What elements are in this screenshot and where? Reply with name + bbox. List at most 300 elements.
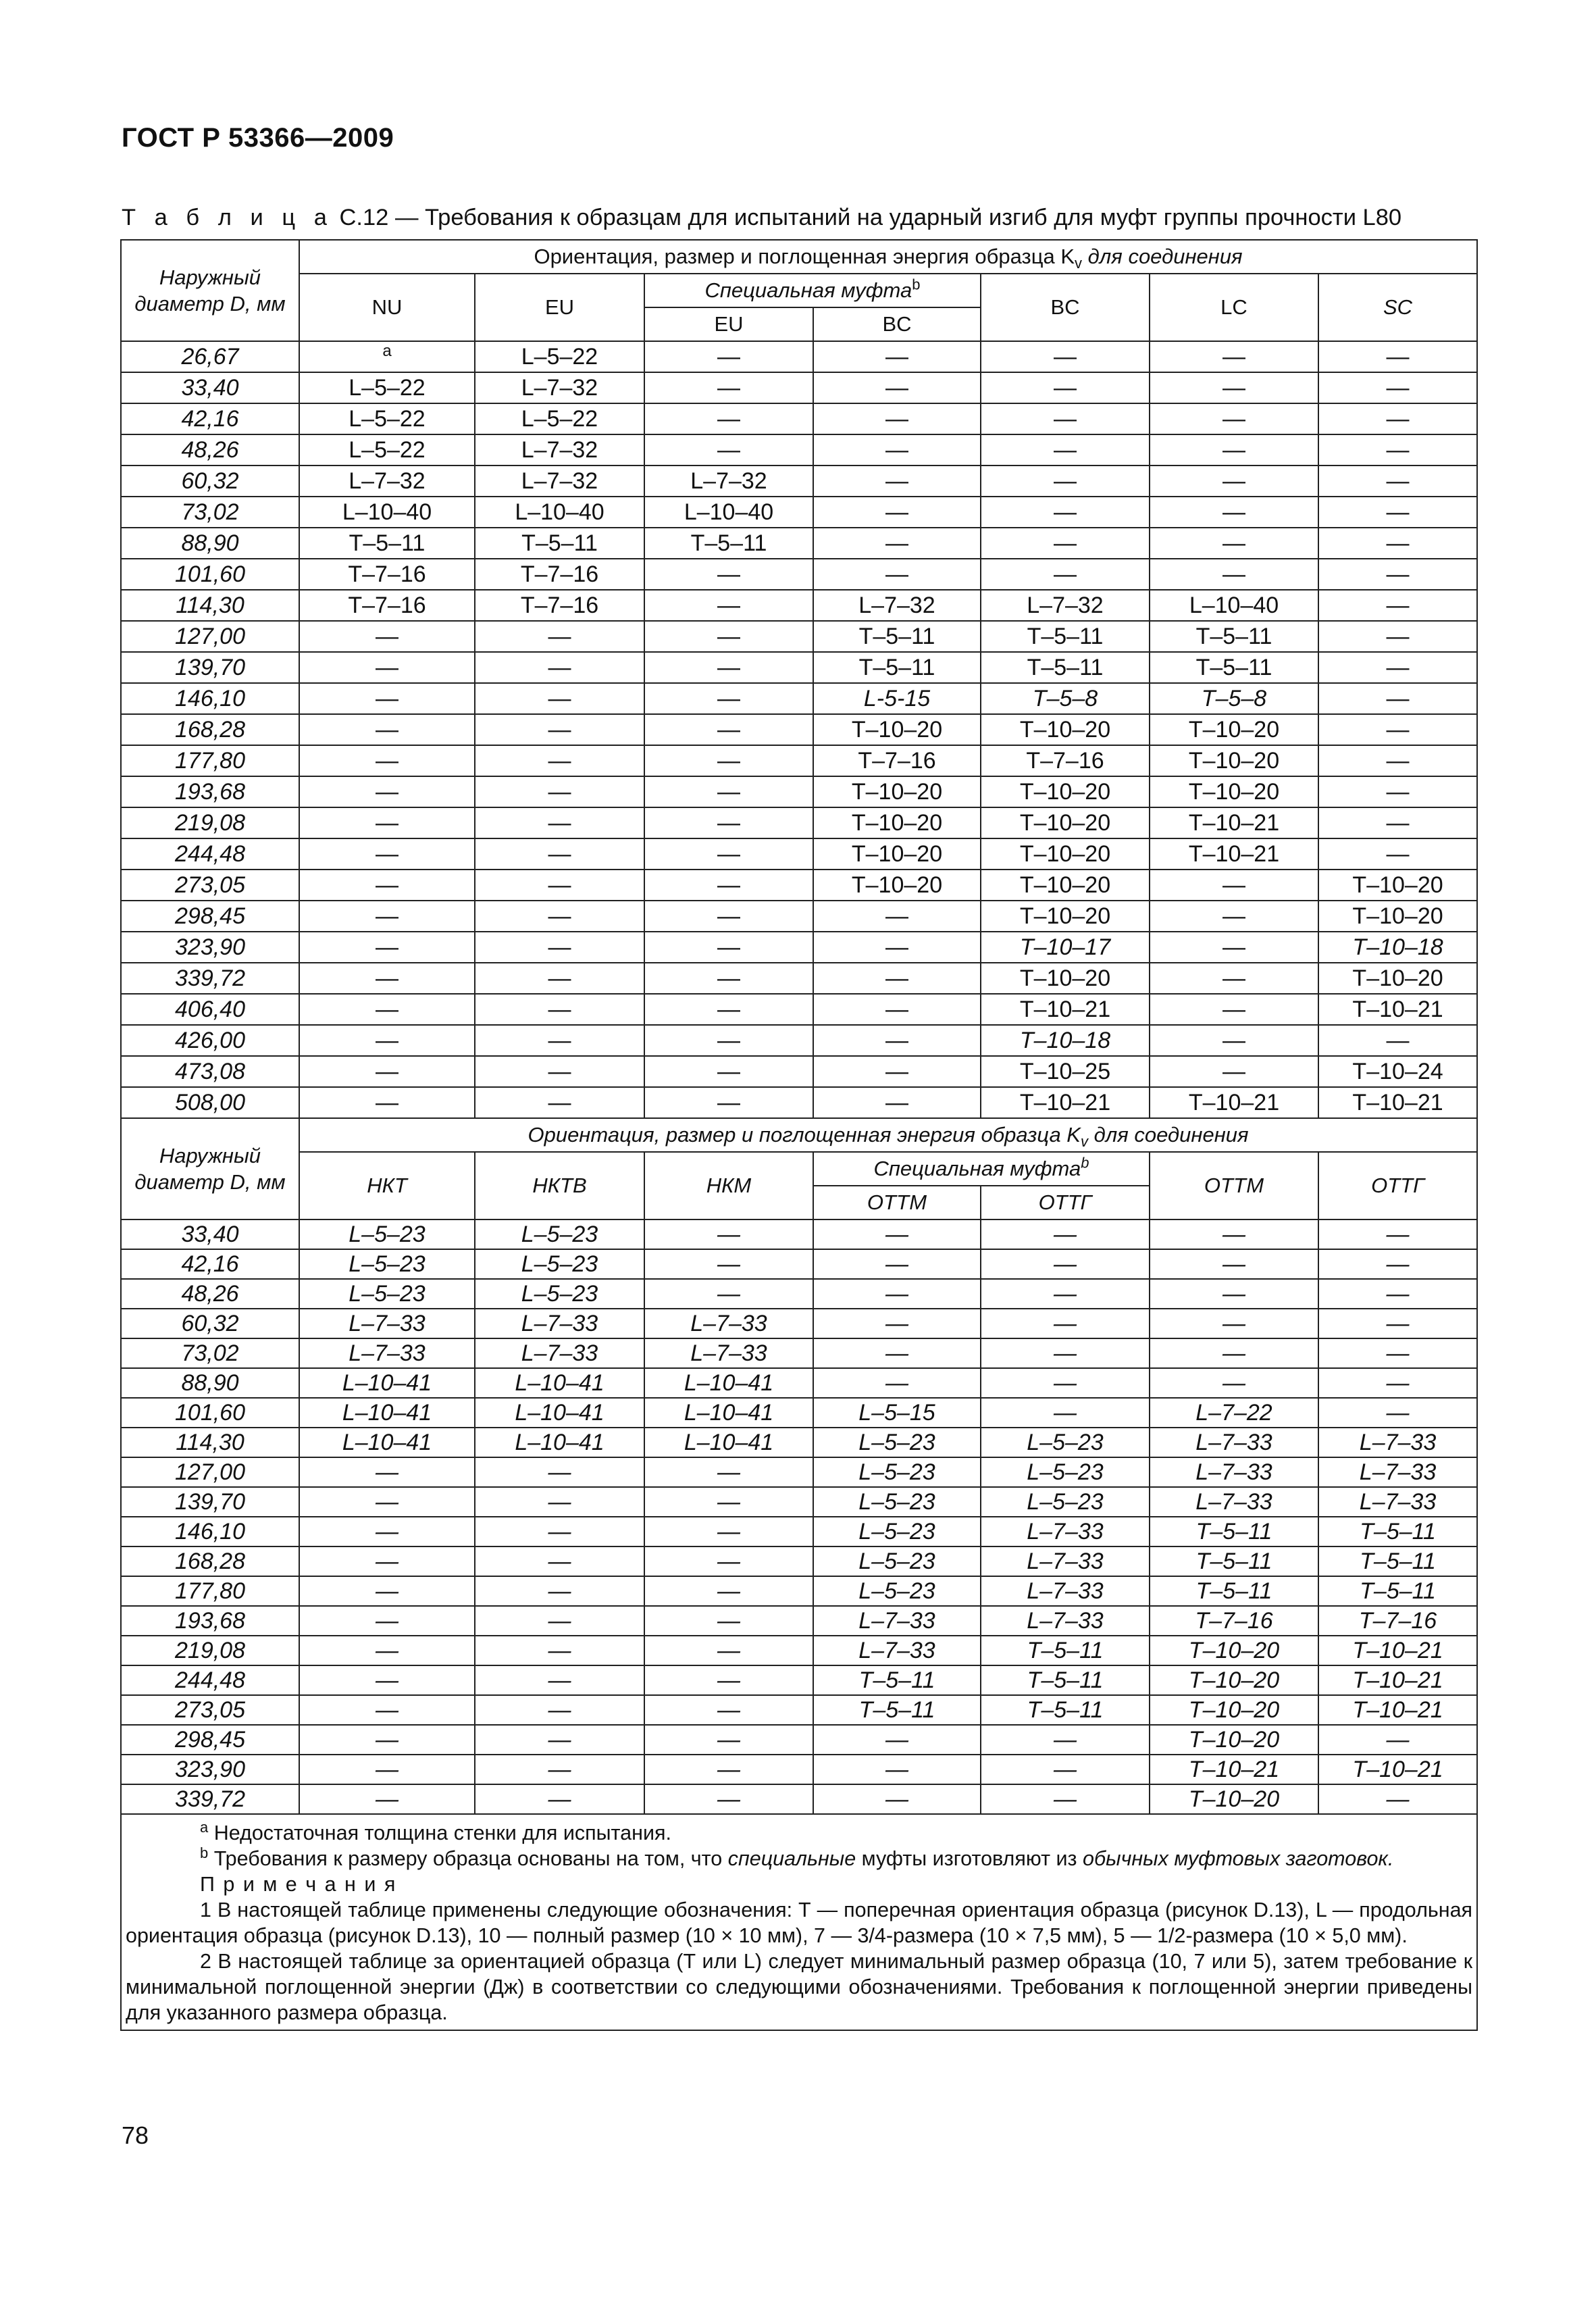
table-cell: — — [813, 1025, 981, 1056]
table-cell: — — [981, 528, 1150, 559]
table2-od-header: Наружный диаметр D, мм — [121, 1118, 299, 1219]
table-row — [121, 1368, 1477, 1398]
table-cell: — — [644, 1056, 813, 1087]
table1-header-row-2 — [121, 274, 1477, 307]
table-cell: T–7–16 — [299, 590, 475, 621]
table1-od-header: Наружный диаметр D, мм — [121, 240, 299, 341]
table-cell: — — [1150, 528, 1318, 559]
table-cell: T–10–20 — [981, 838, 1150, 870]
table-cell: T–10–21 — [981, 994, 1150, 1025]
table-cell: L–5–23 — [981, 1487, 1150, 1517]
table-cell: — — [813, 932, 981, 963]
table-cell: — — [299, 745, 475, 776]
table-cell: — — [1318, 497, 1477, 528]
outer-diameter-cell: 177,80 — [121, 745, 299, 776]
table-cell: — — [813, 434, 981, 466]
table-cell: — — [644, 621, 813, 652]
table-cell: — — [644, 1279, 813, 1309]
table-cell: — — [644, 1636, 813, 1665]
table-cell: L–10–41 — [299, 1398, 475, 1428]
table-cell: T–10–18 — [1318, 932, 1477, 963]
table-cell: — — [475, 1056, 644, 1087]
table-cell: — — [813, 1249, 981, 1279]
table-cell: — — [1318, 683, 1477, 714]
table-cell: T–10–20 — [981, 963, 1150, 994]
table-cell: T–5–11 — [1150, 1576, 1318, 1606]
table-cell: — — [1318, 776, 1477, 807]
table-cell: L–10–41 — [299, 1368, 475, 1398]
impact-test-table — [120, 239, 1478, 2031]
table-cell: — — [475, 1087, 644, 1118]
table-cell: — — [1150, 559, 1318, 590]
table-cell: — — [1150, 1279, 1318, 1309]
table-cell: L–5–23 — [299, 1219, 475, 1249]
table-cell: T–5–8 — [981, 683, 1150, 714]
table-cell: L–5–23 — [475, 1249, 644, 1279]
table-cell: — — [475, 994, 644, 1025]
footnote-a-text: Недостаточная толщина стенки для испытания. — [213, 1821, 672, 1844]
table-cell: — — [981, 1279, 1150, 1309]
table-cell: T–10–20 — [1150, 1665, 1318, 1695]
table-cell: — — [475, 807, 644, 838]
document-header: ГОСТ Р 53366—2009 — [122, 123, 394, 153]
table-cell: — — [813, 994, 981, 1025]
table-cell: T–5–11 — [1150, 652, 1318, 683]
table-cell: T–5–11 — [644, 528, 813, 559]
table-cell: — — [1318, 1338, 1477, 1368]
table-cell: — — [1318, 745, 1477, 776]
table-cell: — — [981, 403, 1150, 434]
table-cell: T–5–11 — [981, 621, 1150, 652]
table-cell: — — [981, 1784, 1150, 1814]
table-cell: — — [644, 994, 813, 1025]
table-row — [121, 1606, 1477, 1636]
table-cell: — — [644, 963, 813, 994]
outer-diameter-cell: 146,10 — [121, 683, 299, 714]
table-row — [121, 963, 1477, 994]
table-cell: L–5–22 — [299, 372, 475, 403]
outer-diameter-cell: 339,72 — [121, 963, 299, 994]
table-cell: — — [644, 870, 813, 901]
table-cell: L–5–15 — [813, 1398, 981, 1428]
table-row — [121, 1784, 1477, 1814]
table-cell: T–10–17 — [981, 932, 1150, 963]
table-cell: L–7–33 — [475, 1338, 644, 1368]
footnote-a — [126, 1820, 1472, 1846]
table-cell: — — [644, 1517, 813, 1546]
outer-diameter-cell: 298,45 — [121, 901, 299, 932]
table1-special-header-text: Специальная муфта — [704, 278, 912, 302]
outer-diameter-cell: 114,30 — [121, 590, 299, 621]
table1-col-header: LC — [1150, 274, 1318, 341]
table-cell: — — [813, 559, 981, 590]
table-cell: — — [644, 341, 813, 372]
outer-diameter-cell: 273,05 — [121, 870, 299, 901]
table-cell: T–10–20 — [1150, 776, 1318, 807]
table-cell: — — [1318, 714, 1477, 745]
table-caption — [122, 205, 1479, 231]
table-row — [121, 1636, 1477, 1665]
table1-group-header-suffix: для соединения — [1087, 245, 1243, 268]
table-cell: T–10–21 — [1150, 1087, 1318, 1118]
table-cell: T–5–11 — [1318, 1546, 1477, 1576]
table-cell: — — [1150, 466, 1318, 497]
table-cell: L–5–23 — [299, 1279, 475, 1309]
table-cell: — — [1318, 1249, 1477, 1279]
outer-diameter-cell: 114,30 — [121, 1428, 299, 1457]
table-cell: — — [813, 1279, 981, 1309]
table-cell: — — [299, 652, 475, 683]
table-row — [121, 559, 1477, 590]
outer-diameter-cell: 146,10 — [121, 1517, 299, 1546]
table-cell: T–7–16 — [1318, 1606, 1477, 1636]
table-cell: T–10–20 — [981, 870, 1150, 901]
table-cell: — — [813, 963, 981, 994]
table-cell: — — [644, 652, 813, 683]
table-cell: L–10–41 — [299, 1428, 475, 1457]
table-cell: — — [813, 1368, 981, 1398]
table-cell: T–5–11 — [1150, 1546, 1318, 1576]
table-cell: T–7–16 — [1150, 1606, 1318, 1636]
table-cell: L–5–23 — [475, 1279, 644, 1309]
table-cell: — — [299, 1606, 475, 1636]
table-cell: L–5–23 — [475, 1219, 644, 1249]
table-cell: — — [813, 1087, 981, 1118]
table-cell: — — [981, 1398, 1150, 1428]
table-cell: L–5–22 — [299, 434, 475, 466]
table-cell: — — [1318, 559, 1477, 590]
table-row — [121, 1025, 1477, 1056]
table-cell: L–5–23 — [813, 1487, 981, 1517]
table-cell: — — [981, 466, 1150, 497]
outer-diameter-cell: 193,68 — [121, 1606, 299, 1636]
table-cell: — — [644, 932, 813, 963]
table-cell: T–10–21 — [981, 1087, 1150, 1118]
table-cell: — — [644, 372, 813, 403]
table-cell: — — [299, 1087, 475, 1118]
outer-diameter-cell: 298,45 — [121, 1725, 299, 1755]
table-cell: — — [475, 745, 644, 776]
outer-diameter-cell: 244,48 — [121, 838, 299, 870]
table-cell: — — [644, 1606, 813, 1636]
table1-header-row-1 — [121, 240, 1477, 274]
table-cell: L–7–32 — [981, 590, 1150, 621]
table-cell: — — [299, 1784, 475, 1814]
table-cell: L–7–33 — [644, 1309, 813, 1338]
table-cell: T–10–20 — [1150, 1695, 1318, 1725]
table-cell: — — [813, 901, 981, 932]
table-cell: — — [299, 1725, 475, 1755]
table1-col-header: EU — [475, 274, 644, 341]
table-cell: L–5–23 — [813, 1546, 981, 1576]
table-cell: — — [1150, 1368, 1318, 1398]
table1-col-header: EU — [644, 307, 813, 341]
table2-header-row-1 — [121, 1118, 1477, 1152]
table-cell: T–10–20 — [1318, 963, 1477, 994]
table-cell: — — [644, 683, 813, 714]
table-cell: L–7–33 — [1318, 1487, 1477, 1517]
table-cell: L–5–23 — [813, 1428, 981, 1457]
table-cell: — — [644, 901, 813, 932]
table-cell: — — [1318, 590, 1477, 621]
notes-cell — [121, 1814, 1477, 2030]
table-cell: L–5–22 — [299, 403, 475, 434]
table1-col-header: BC — [981, 274, 1150, 341]
table-cell: — — [813, 1338, 981, 1368]
table-cell: — — [1150, 1056, 1318, 1087]
table-cell: T–5–11 — [1318, 1576, 1477, 1606]
table-cell: — — [813, 341, 981, 372]
table-cell: L–7–33 — [1318, 1428, 1477, 1457]
outer-diameter-cell: 406,40 — [121, 994, 299, 1025]
table1-group-header-sub: v — [1075, 255, 1083, 272]
table2-col-header: ОТТМ — [1150, 1152, 1318, 1219]
table-cell: — — [475, 1606, 644, 1636]
table-cell: L–10–41 — [644, 1368, 813, 1398]
table-cell: — — [299, 714, 475, 745]
table-cell: — — [981, 1725, 1150, 1755]
table-row — [121, 590, 1477, 621]
table-cell: T–5–11 — [981, 1665, 1150, 1695]
outer-diameter-cell: 42,16 — [121, 1249, 299, 1279]
table-cell: T–10–20 — [813, 776, 981, 807]
table-cell: — — [644, 1784, 813, 1814]
table-cell: — — [1318, 434, 1477, 466]
table-row — [121, 807, 1477, 838]
table-row — [121, 1249, 1477, 1279]
table-caption-text: С.12 — Требования к образцам для испытаний на ударный изгиб для муфт группы прочности L80 — [339, 205, 1402, 230]
table-row — [121, 1398, 1477, 1428]
table-row — [121, 901, 1477, 932]
table-cell: L–7–33 — [981, 1576, 1150, 1606]
table-cell: L–10–40 — [644, 497, 813, 528]
table-cell: L–7–33 — [299, 1309, 475, 1338]
table-cell: T–7–16 — [475, 590, 644, 621]
table-cell: — — [1318, 1725, 1477, 1755]
note-2: 2 В настоящей таблице за ориентацией образца (Т или L) следует минимальный размер образца (10, 7 или 5), затем требование к минимальной поглощенной энергии (Дж) в соответствии со следующими обозначениями. Требования к поглощенной энергии приведены для указанного размера образца. — [126, 1950, 1473, 2024]
outer-diameter-cell: 168,28 — [121, 1546, 299, 1576]
table-cell: — — [1150, 901, 1318, 932]
table-cell: L–7–32 — [813, 590, 981, 621]
table-cell: — — [299, 994, 475, 1025]
table-cell: L–7–32 — [299, 466, 475, 497]
table-cell: — — [981, 1755, 1150, 1784]
table-cell: L–10–41 — [644, 1428, 813, 1457]
outer-diameter-cell: 26,67 — [121, 341, 299, 372]
table-cell: — — [299, 807, 475, 838]
table-cell: T–5–11 — [981, 1695, 1150, 1725]
outer-diameter-cell: 73,02 — [121, 1338, 299, 1368]
outer-diameter-cell: 42,16 — [121, 403, 299, 434]
outer-diameter-cell: 101,60 — [121, 1398, 299, 1428]
table-row — [121, 683, 1477, 714]
outer-diameter-cell: 473,08 — [121, 1056, 299, 1087]
table1-col-header: NU — [299, 274, 475, 341]
table-row — [121, 1056, 1477, 1087]
table-cell: — — [1318, 807, 1477, 838]
table-row — [121, 466, 1477, 497]
table-row — [121, 1309, 1477, 1338]
table-cell: — — [475, 932, 644, 963]
table-cell: T–10–20 — [981, 714, 1150, 745]
table-cell: T–10–20 — [813, 807, 981, 838]
table-cell: T–10–21 — [1318, 1695, 1477, 1725]
table2-group-header-sub: v — [1081, 1133, 1088, 1151]
outer-diameter-cell: 244,48 — [121, 1665, 299, 1695]
table-cell: — — [1318, 652, 1477, 683]
table-cell: — — [1318, 403, 1477, 434]
table-row — [121, 497, 1477, 528]
table-cell: — — [1150, 372, 1318, 403]
footnote-b-text-2: специальные — [727, 1847, 856, 1870]
table-cell: — — [1150, 1249, 1318, 1279]
table-cell: L–10–40 — [299, 497, 475, 528]
table-cell: — — [1150, 341, 1318, 372]
table-cell: — — [475, 652, 644, 683]
table-cell: — — [1150, 1309, 1318, 1338]
outer-diameter-cell: 219,08 — [121, 1636, 299, 1665]
table-row — [121, 1665, 1477, 1695]
table2-special-sup: b — [1081, 1154, 1089, 1172]
table-cell: — — [475, 1665, 644, 1695]
table-cell: — — [475, 1725, 644, 1755]
outer-diameter-cell: 219,08 — [121, 807, 299, 838]
table-cell: — — [299, 621, 475, 652]
table-cell: T–5–11 — [1150, 621, 1318, 652]
table-cell: a — [299, 341, 475, 372]
table-cell: T–10–21 — [1150, 1755, 1318, 1784]
outer-diameter-cell: 127,00 — [121, 621, 299, 652]
table-cell: — — [1318, 838, 1477, 870]
table-cell: — — [981, 1219, 1150, 1249]
outer-diameter-cell: 101,60 — [121, 559, 299, 590]
table-cell: — — [1150, 870, 1318, 901]
table-cell: — — [1150, 1219, 1318, 1249]
table-cell: T–5–11 — [1150, 1517, 1318, 1546]
table-cell: L–7–33 — [981, 1546, 1150, 1576]
table-cell: — — [475, 1755, 644, 1784]
table-row — [121, 1755, 1477, 1784]
table-cell: T–5–11 — [813, 652, 981, 683]
table1-group-header-text: Ориентация, размер и поглощенная энергия образца K — [534, 245, 1075, 268]
table-cell: L–5–22 — [475, 341, 644, 372]
table-cell: — — [299, 683, 475, 714]
table-cell: L–7–32 — [475, 466, 644, 497]
table-cell: — — [299, 1755, 475, 1784]
table-cell: — — [299, 1576, 475, 1606]
table2-col-header: НКТ — [299, 1152, 475, 1219]
table-row — [121, 714, 1477, 745]
outer-diameter-cell: 273,05 — [121, 1695, 299, 1725]
footnote-b-text-3: муфты изготовляют из — [856, 1847, 1083, 1870]
outer-diameter-cell: 60,32 — [121, 466, 299, 497]
table-row — [121, 1725, 1477, 1755]
table-cell: — — [299, 1665, 475, 1695]
table-cell: T–10–21 — [1318, 1665, 1477, 1695]
table-cell: T–10–20 — [813, 838, 981, 870]
table-cell: — — [813, 466, 981, 497]
table-cell: — — [1150, 1338, 1318, 1368]
table-cell: L–5–23 — [299, 1249, 475, 1279]
table-cell: T–5–11 — [981, 1636, 1150, 1665]
outer-diameter-cell: 323,90 — [121, 1755, 299, 1784]
table-cell: L–7–22 — [1150, 1398, 1318, 1428]
table-cell: — — [813, 403, 981, 434]
table1-special-sup: b — [912, 276, 921, 293]
table-cell: — — [1318, 372, 1477, 403]
table-cell: — — [299, 1517, 475, 1546]
table-row — [121, 1517, 1477, 1546]
footnote-b-mark: b — [200, 1844, 209, 1861]
table-cell: — — [813, 1219, 981, 1249]
table-cell: — — [813, 1056, 981, 1087]
table-cell: — — [644, 1025, 813, 1056]
table-cell: — — [644, 1087, 813, 1118]
table-cell: T–10–20 — [1318, 870, 1477, 901]
table-cell: — — [1318, 1279, 1477, 1309]
table-cell: — — [981, 434, 1150, 466]
table-cell: — — [299, 1695, 475, 1725]
table-cell: L–7–32 — [475, 372, 644, 403]
table-cell: T–10–24 — [1318, 1056, 1477, 1087]
outer-diameter-cell: 193,68 — [121, 776, 299, 807]
table-cell: T–10–18 — [981, 1025, 1150, 1056]
table1-col-header: BC — [813, 307, 981, 341]
table-row — [121, 994, 1477, 1025]
table-cell: — — [981, 372, 1150, 403]
table-cell: — — [644, 745, 813, 776]
table-cell: — — [1318, 1398, 1477, 1428]
table-cell: — — [299, 870, 475, 901]
table-cell: — — [475, 838, 644, 870]
table-row — [121, 372, 1477, 403]
table2-header-row-2 — [121, 1152, 1477, 1186]
table-cell: T–10–20 — [1150, 1725, 1318, 1755]
table-cell: T–10–20 — [813, 714, 981, 745]
table-cell: — — [475, 1487, 644, 1517]
table-cell: — — [981, 1309, 1150, 1338]
table-cell: — — [299, 838, 475, 870]
table-row — [121, 1279, 1477, 1309]
table-cell: L–10–41 — [644, 1398, 813, 1428]
table-cell: T–10–20 — [1150, 745, 1318, 776]
outer-diameter-cell: 48,26 — [121, 1279, 299, 1309]
table-cell: T–5–8 — [1150, 683, 1318, 714]
table-cell: — — [299, 1056, 475, 1087]
outer-diameter-cell: 48,26 — [121, 434, 299, 466]
table-cell: — — [1150, 932, 1318, 963]
table-cell: T–10–25 — [981, 1056, 1150, 1087]
table-cell: — — [475, 901, 644, 932]
table-cell: — — [813, 1784, 981, 1814]
outer-diameter-cell: 33,40 — [121, 372, 299, 403]
table-cell: — — [981, 341, 1150, 372]
table-cell: T–10–20 — [1150, 714, 1318, 745]
table-cell: T–7–16 — [981, 745, 1150, 776]
table-cell: — — [644, 838, 813, 870]
table-cell: T–5–11 — [813, 621, 981, 652]
table-cell: — — [813, 497, 981, 528]
table2-group-header — [299, 1118, 1477, 1152]
table-cell: L–5–23 — [813, 1457, 981, 1487]
table-cell: — — [475, 1517, 644, 1546]
table-cell: — — [299, 932, 475, 963]
outer-diameter-cell: 508,00 — [121, 1087, 299, 1118]
table-cell: — — [981, 497, 1150, 528]
table-cell: T–5–11 — [813, 1695, 981, 1725]
outer-diameter-cell: 139,70 — [121, 652, 299, 683]
footnote-b — [126, 1846, 1472, 1871]
